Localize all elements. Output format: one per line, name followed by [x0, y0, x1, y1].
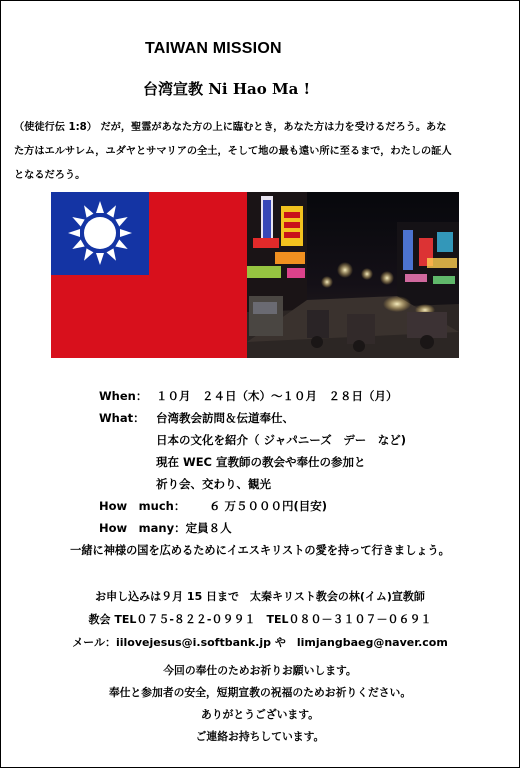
contact-line: お申し込みは９月 15 日まで 太秦キリスト教会の林(イム)宣教師: [95, 590, 425, 603]
cost-value: ６ 万５０００円(目安): [209, 499, 328, 513]
what-label: What：: [99, 411, 145, 425]
prayer-line: 今回の奉仕のためお祈りお願いします。: [163, 664, 357, 677]
contact-phone: 教会 TEL０７５-８２２-０９９１ TEL０８０－３１０７－０６９１: [88, 613, 432, 626]
bible-verse: [14, 116, 506, 188]
prayer-request: [0, 660, 520, 748]
trip-details: [99, 385, 406, 539]
capacity-value: 定員８人: [185, 521, 232, 535]
page-subtitle: 台湾宣教 Ni Hao Ma !: [143, 80, 311, 98]
prayer-line: ご連絡お持ちしています。: [195, 730, 325, 743]
cost-row: [99, 495, 406, 517]
what-item: 現在 WEC 宣教師の教会や奉仕の参加と: [156, 455, 366, 469]
verse-line: となるだろう。: [14, 170, 86, 181]
night-market-photo: [247, 192, 459, 358]
what-item: 台湾教会訪問＆伝道奉仕、: [156, 411, 294, 425]
what-item: 日本の文化を紹介（ ジャパニーズ デー など): [156, 433, 406, 447]
what-item: 祈り会、交わり、観光: [156, 477, 271, 491]
contact-info: [0, 585, 520, 654]
invitation-text: 一緒に神様の国を広めるためにイエスキリストの愛を持って行きましょう。: [70, 544, 450, 557]
sun-icon: [51, 192, 149, 275]
taiwan-flag: [51, 192, 247, 358]
prayer-line: ありがとうございます。: [201, 708, 319, 721]
verse-line: た方はエルサレム，ユダヤとサマリアの全土，そして地の最も遠い所に至るまで，わたしの証人: [14, 146, 452, 157]
when-label: When：: [99, 389, 148, 403]
flag-canton: [51, 192, 149, 275]
contact-email: メール：iilovejesus@i.softbank.jp や limjangbaeg@naver.com: [72, 636, 448, 649]
when-value: １０月 ２４日（木）～１０月 ２８日（月）: [156, 389, 398, 403]
when-row: [99, 385, 406, 407]
cost-label: How much：: [99, 499, 186, 513]
capacity-label: How many：: [99, 521, 186, 535]
banner-image: [51, 192, 459, 358]
page-title: TAIWAN MISSION: [145, 40, 282, 57]
capacity-row: [99, 517, 406, 539]
what-row: [99, 407, 406, 429]
prayer-line: 奉仕と参加者の安全，短期宣教の祝福のためお祈りください。: [108, 686, 412, 699]
verse-line: （使徒行伝 1:8） だが，聖霊があなた方の上に臨むとき，あなた方は力を受けるだろう。あな: [14, 122, 447, 133]
